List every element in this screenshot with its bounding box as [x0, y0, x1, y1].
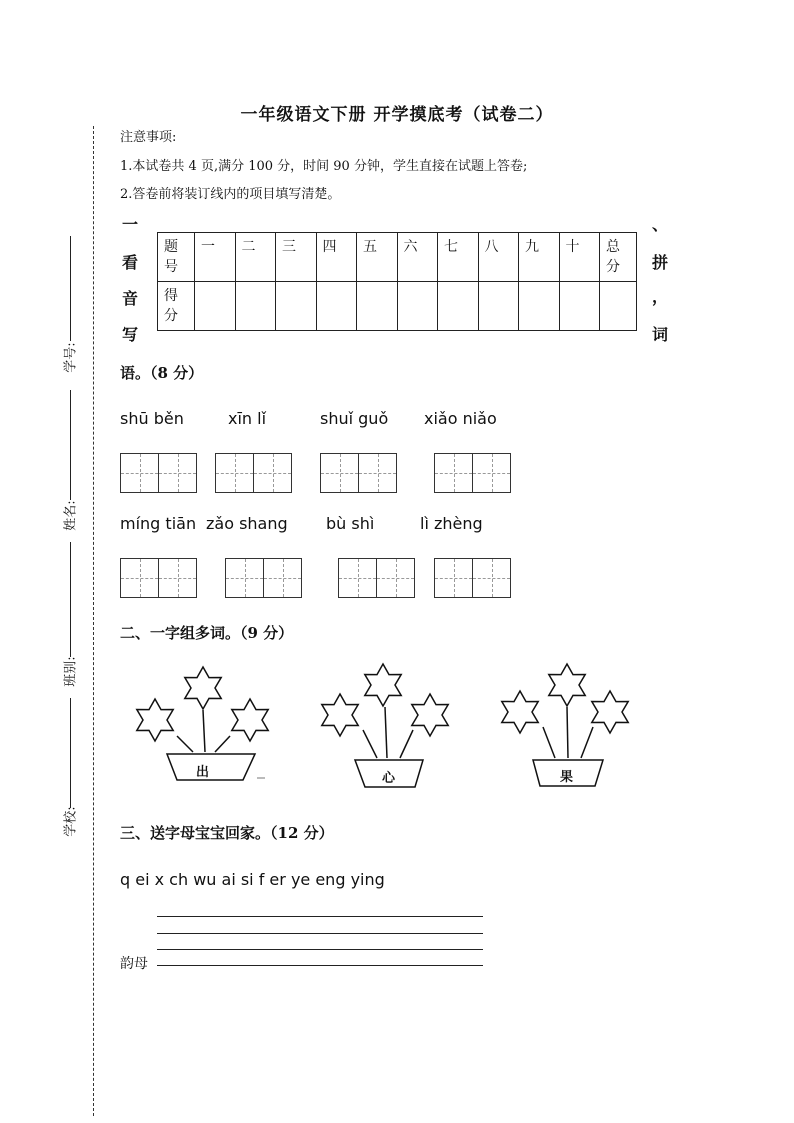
pinyin-item: bù shì [326, 514, 375, 533]
section1-heading-tail: 语。（8 分） [120, 364, 204, 382]
star-flower-icon[interactable] [137, 699, 173, 741]
writing-grid-box[interactable] [472, 558, 511, 598]
answer-line [157, 949, 483, 950]
star-flower-icon[interactable] [502, 691, 538, 733]
student-id-label: 学号: [63, 342, 79, 373]
section1-char: 看 [122, 253, 139, 272]
letter-list: q ei x ch wu ai si f er ye eng ying [120, 870, 385, 889]
score-cell[interactable] [519, 282, 560, 331]
class-label: 班别: [63, 656, 79, 687]
star-flower-icon[interactable] [592, 691, 628, 733]
star-flower-icon[interactable] [549, 664, 585, 706]
score-table-column: 二 [235, 233, 276, 282]
name-label: 姓名: [63, 500, 79, 531]
pinyin-item: shū běn [120, 409, 184, 428]
answer-line[interactable] [157, 965, 483, 966]
pinyin-item: zǎo shang [206, 514, 288, 533]
score-table-row-label: 得分 [158, 282, 195, 331]
score-cell[interactable] [478, 282, 519, 331]
section3-heading: 三、送字母宝宝回家。（12 分） [120, 824, 334, 842]
writing-grid-box[interactable] [158, 558, 197, 598]
answer-line [157, 916, 483, 917]
score-table-column: 四 [316, 233, 357, 282]
writing-grid-box[interactable] [338, 558, 377, 598]
writing-grid-box[interactable] [472, 453, 511, 493]
notes-heading: 注意事项: [120, 130, 177, 145]
writing-grid-box[interactable] [434, 453, 473, 493]
pinyin-item: xīn lǐ [228, 409, 267, 428]
writing-grid-box[interactable] [376, 558, 415, 598]
score-cell[interactable] [559, 282, 600, 331]
score-cell[interactable] [276, 282, 317, 331]
section1-char: 写 [122, 325, 139, 344]
score-cell[interactable] [357, 282, 398, 331]
notes-line-2: 2.答卷前将装订线内的项目填写清楚。 [120, 187, 341, 202]
score-table-header-label: 题号 [158, 233, 195, 282]
score-cell[interactable] [600, 282, 637, 331]
pinyin-item: shuǐ guǒ [320, 409, 389, 428]
star-flower-icon[interactable] [232, 699, 268, 741]
score-table-score-row [158, 282, 637, 331]
score-table [157, 232, 637, 331]
score-cell[interactable] [316, 282, 357, 331]
score-table-column: 三 [276, 233, 317, 282]
notes-line-1: 1.本试卷共 4 页,满分 100 分，时间 90 分钟，学生直接在试题上答卷; [120, 159, 528, 174]
writing-grid-box[interactable] [253, 453, 292, 493]
star-flower-icon[interactable] [365, 664, 401, 706]
score-cell[interactable] [195, 282, 236, 331]
star-flower-icon[interactable] [322, 694, 358, 736]
score-table-column: 一 [195, 233, 236, 282]
pinyin-item: míng tiān [120, 514, 197, 533]
writing-grid-box[interactable] [120, 453, 159, 493]
writing-grid-box[interactable] [225, 558, 264, 598]
star-flower-icon[interactable] [412, 694, 448, 736]
finals-label: 韵母 [120, 956, 148, 972]
section2-heading: 二、一字组多词。（9 分） [120, 624, 294, 642]
writing-grid-box[interactable] [215, 453, 254, 493]
page-title: 一年级语文下册 开学摸底考（试卷二） [240, 105, 554, 125]
section1-char: 词 [652, 325, 669, 344]
answer-line [157, 933, 483, 934]
writing-grid-box[interactable] [158, 453, 197, 493]
pinyin-item: lì zhèng [420, 514, 483, 533]
score-table-column: 总分 [600, 233, 637, 282]
score-table-column: 八 [478, 233, 519, 282]
pinyin-item: xiǎo niǎo [424, 409, 497, 428]
section1-char: 音 [122, 289, 139, 308]
basket-character: 果 [560, 770, 574, 785]
score-table-column: 十 [559, 233, 600, 282]
section1-char: 、 [652, 215, 669, 234]
score-cell[interactable] [438, 282, 479, 331]
writing-grid-box[interactable] [320, 453, 359, 493]
score-table-column: 九 [519, 233, 560, 282]
score-cell[interactable] [397, 282, 438, 331]
score-cell[interactable] [235, 282, 276, 331]
school-label: 学校: [63, 806, 79, 837]
writing-grid-box[interactable] [263, 558, 302, 598]
star-flower-icon[interactable] [185, 667, 221, 709]
section1-char: ， [652, 287, 669, 306]
basket-character: 出 [196, 765, 210, 780]
score-table-column: 七 [438, 233, 479, 282]
score-table-column: 五 [357, 233, 398, 282]
score-table-header-row [158, 233, 637, 282]
writing-grid-box[interactable] [120, 558, 159, 598]
section1-char: 拼 [652, 253, 669, 272]
writing-grid-box[interactable] [434, 558, 473, 598]
section1-char: 一 [122, 215, 139, 234]
binding-dashed-line [93, 126, 94, 1116]
basket-character: 心 [382, 771, 396, 786]
score-table-column: 六 [397, 233, 438, 282]
writing-grid-box[interactable] [358, 453, 397, 493]
